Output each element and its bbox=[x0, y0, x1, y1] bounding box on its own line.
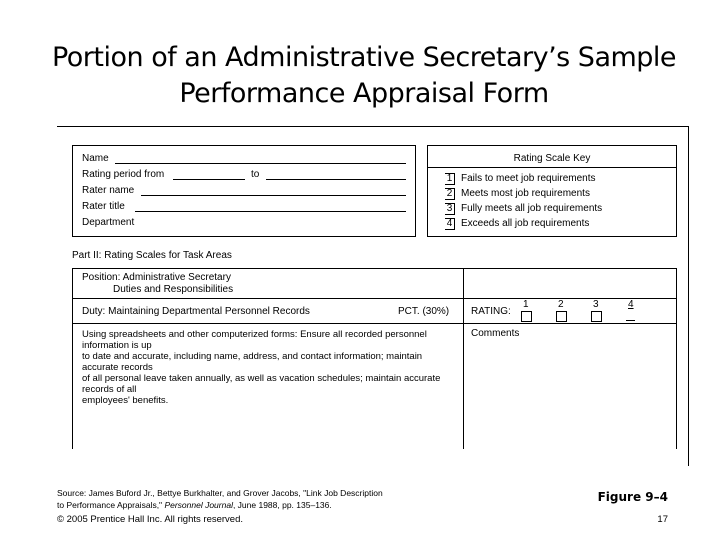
comments-label: Comments bbox=[471, 328, 520, 339]
rating-key-title: Rating Scale Key bbox=[513, 153, 591, 164]
rating-checkbox-4[interactable] bbox=[626, 320, 635, 321]
rating-option-4: 4 bbox=[628, 299, 634, 310]
to-label: to bbox=[251, 169, 260, 180]
rating-key-item: 3 Fully meets all job requirements bbox=[446, 203, 603, 214]
rating-period-label: Rating period from bbox=[82, 169, 165, 180]
rating-option-3: 3 bbox=[593, 299, 599, 310]
department-label: Department bbox=[82, 217, 135, 228]
rater-title-field[interactable] bbox=[135, 211, 406, 212]
rating-key-list bbox=[445, 173, 602, 233]
position-label: Position: Administrative Secretary bbox=[82, 272, 231, 283]
rating-key-item: 1 Fails to meet job requirements bbox=[446, 173, 596, 184]
task-table bbox=[72, 268, 677, 449]
slide-title: Portion of an Administrative Secretary’s Sample Performance Appraisal Form bbox=[51, 42, 677, 109]
rating-option-1: 1 bbox=[523, 299, 529, 310]
row-divider bbox=[73, 323, 676, 324]
rating-period-to-field[interactable] bbox=[266, 179, 406, 180]
rater-name-label: Rater name bbox=[82, 185, 135, 196]
column-divider bbox=[463, 269, 464, 449]
rating-checkbox-3[interactable] bbox=[591, 311, 602, 322]
form-top-border bbox=[57, 126, 688, 127]
rating-key-item: 4 Exceeds all job requirements bbox=[446, 218, 590, 229]
copyright: © 2005 Prentice Hall Inc. All rights reserved. bbox=[57, 514, 244, 525]
employee-info-box bbox=[72, 145, 416, 237]
rating-option-2: 2 bbox=[558, 299, 564, 310]
form-right-border bbox=[688, 126, 689, 466]
figure-label: Figure 9–4 bbox=[597, 490, 668, 504]
page-number: 17 bbox=[657, 514, 668, 525]
rating-checkbox-2[interactable] bbox=[556, 311, 567, 322]
pct-label: PCT. (30%) bbox=[398, 306, 450, 317]
duties-heading: Duties and Responsibilities bbox=[113, 284, 234, 295]
rating-period-from-field[interactable] bbox=[173, 179, 245, 180]
name-label: Name bbox=[82, 153, 109, 164]
rater-name-field[interactable] bbox=[141, 195, 406, 196]
rater-title-label: Rater title bbox=[82, 201, 125, 212]
duty-label: Duty: Maintaining Departmental Personnel Records bbox=[82, 306, 310, 317]
divider bbox=[428, 167, 676, 168]
row-divider bbox=[73, 298, 676, 299]
name-field[interactable] bbox=[115, 163, 406, 164]
rating-scale-key bbox=[427, 145, 677, 237]
duty-description: Using spreadsheets and other computerized forms: Ensure all recorded personnel information is up to date and accurate, including name, address, and contact information; maintain accurate records of all personal leave taken annually, as well as vacation schedules; maintain accurate records of all employees' benefits. bbox=[82, 329, 441, 406]
rating-label: RATING: bbox=[471, 306, 511, 317]
part2-heading: Part II: Rating Scales for Task Areas bbox=[72, 250, 232, 261]
source-citation: Source: James Buford Jr., Bettye Burkhalter, and Grover Jacobs, "Link Job Description to Performance Appraisals," Personnel Journal, June 1988, pp. 135–136. bbox=[57, 488, 383, 510]
rating-key-item: 2 Meets most job requirements bbox=[446, 188, 590, 199]
rating-checkbox-1[interactable] bbox=[521, 311, 532, 322]
